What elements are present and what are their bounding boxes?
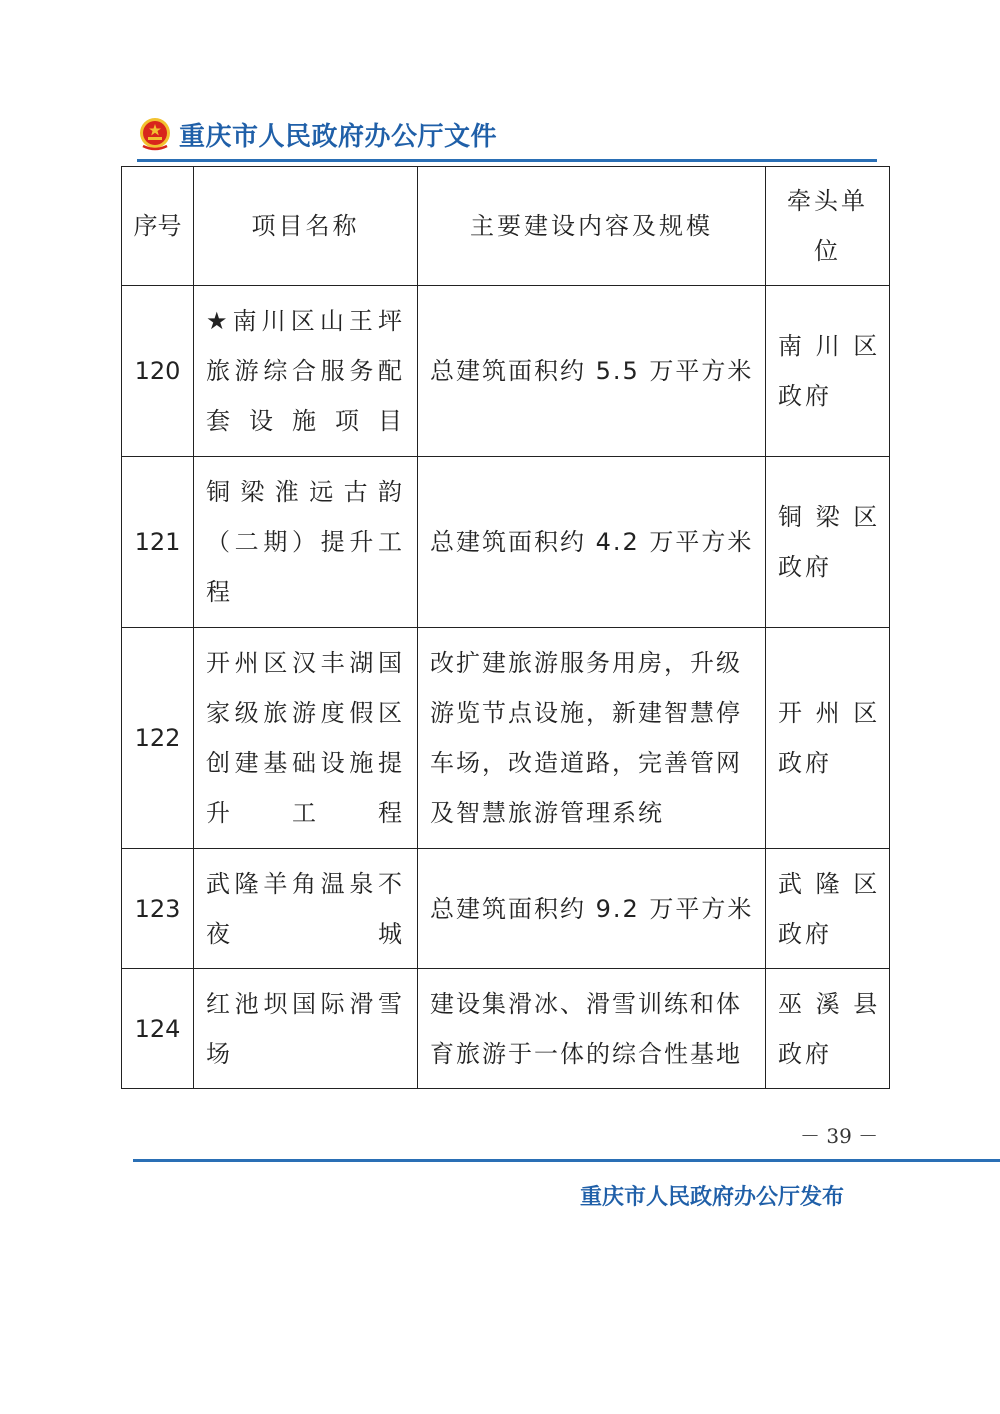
column-header-lead: 牵头单 位 bbox=[766, 167, 890, 286]
construction-content bbox=[418, 457, 766, 628]
project-table bbox=[121, 166, 890, 1089]
construction-content-line: 建设集滑冰、滑雪训练和体 bbox=[430, 989, 742, 1018]
table-row bbox=[122, 628, 890, 849]
project-name-line: （二期）提升工 bbox=[206, 528, 405, 556]
row-number: 120 bbox=[122, 286, 194, 457]
project-name-line: 旅游综合服务配 bbox=[206, 357, 405, 385]
project-name-line: ★南川区山王坪 bbox=[206, 307, 405, 335]
table-row bbox=[122, 457, 890, 628]
lead-unit-line: 政府 bbox=[778, 749, 832, 777]
project-name-line: 红池坝国际滑雪 bbox=[206, 989, 405, 1018]
column-header-content: 主要建设内容及规模 bbox=[418, 167, 766, 286]
lead-unit-line: 铜 梁 区 bbox=[778, 503, 881, 531]
page-number: － 39 － bbox=[800, 1124, 879, 1148]
row-number: 123 bbox=[122, 849, 194, 969]
project-name-line: 铜梁淮远古韵 bbox=[206, 478, 405, 506]
project-name bbox=[194, 457, 418, 628]
project-name bbox=[194, 286, 418, 457]
column-header-name: 项目名称 bbox=[194, 167, 418, 286]
construction-content-line: 总建筑面积约 9.2 万平方米 bbox=[430, 894, 754, 923]
lead-unit-line: 南 川 区 bbox=[778, 332, 881, 360]
row-number: 124 bbox=[122, 969, 194, 1089]
lead-unit-line: 政府 bbox=[778, 553, 832, 581]
row-number: 122 bbox=[122, 628, 194, 849]
construction-content-line: 改扩建旅游服务用房，升级 bbox=[430, 649, 742, 677]
construction-content bbox=[418, 286, 766, 457]
project-name-line: 家级旅游度假区 bbox=[206, 699, 405, 727]
lead-unit-line: 开 州 区 bbox=[778, 699, 881, 727]
project-name-line: 开州区汉丰湖国 bbox=[206, 649, 405, 677]
table-row bbox=[122, 849, 890, 969]
table-row bbox=[122, 969, 890, 1089]
project-name-line: 武隆羊角温泉不 bbox=[206, 869, 405, 898]
construction-content-line: 游览节点设施，新建智慧停 bbox=[430, 699, 742, 727]
construction-content bbox=[418, 969, 766, 1089]
lead-unit-line: 政府 bbox=[778, 382, 832, 410]
project-name-line: 套设施项目 bbox=[206, 407, 405, 435]
project-name-line: 夜城 bbox=[206, 919, 405, 948]
footer-divider bbox=[133, 1159, 1000, 1162]
lead-unit-line: 巫 溪 县 bbox=[778, 989, 881, 1018]
project-name-line: 创建基础设施提 bbox=[206, 749, 405, 777]
header-divider bbox=[137, 159, 877, 162]
construction-content bbox=[418, 849, 766, 969]
project-name bbox=[194, 628, 418, 849]
project-name-line: 升工程 bbox=[206, 799, 405, 827]
lead-unit-line: 政府 bbox=[778, 919, 832, 948]
lead-unit-line: 政府 bbox=[778, 1039, 832, 1068]
table-row bbox=[122, 286, 890, 457]
construction-content-line: 车场，改造道路，完善管网 bbox=[430, 749, 742, 777]
national-emblem-icon bbox=[137, 116, 173, 152]
lead-unit bbox=[766, 628, 890, 849]
lead-unit bbox=[766, 457, 890, 628]
row-number: 121 bbox=[122, 457, 194, 628]
column-header-no: 序号 bbox=[122, 167, 194, 286]
header-title: 重庆市人民政府办公厅文件 bbox=[179, 121, 498, 152]
project-name-line: 场 bbox=[206, 1039, 233, 1068]
project-name bbox=[194, 849, 418, 969]
project-name bbox=[194, 969, 418, 1089]
footer-publisher: 重庆市人民政府办公厅发布 bbox=[580, 1184, 845, 1210]
table-header-row bbox=[122, 167, 890, 286]
project-name-line: 程 bbox=[206, 578, 233, 606]
lead-unit bbox=[766, 849, 890, 969]
lead-unit-line: 武 隆 区 bbox=[778, 869, 881, 898]
document-header bbox=[137, 112, 497, 156]
construction-content-line: 总建筑面积约 5.5 万平方米 bbox=[430, 357, 754, 385]
lead-unit bbox=[766, 969, 890, 1089]
construction-content-line: 及智慧旅游管理系统 bbox=[430, 799, 664, 827]
lead-unit bbox=[766, 286, 890, 457]
construction-content-line: 总建筑面积约 4.2 万平方米 bbox=[430, 528, 754, 556]
construction-content-line: 育旅游于一体的综合性基地 bbox=[430, 1039, 742, 1068]
construction-content bbox=[418, 628, 766, 849]
